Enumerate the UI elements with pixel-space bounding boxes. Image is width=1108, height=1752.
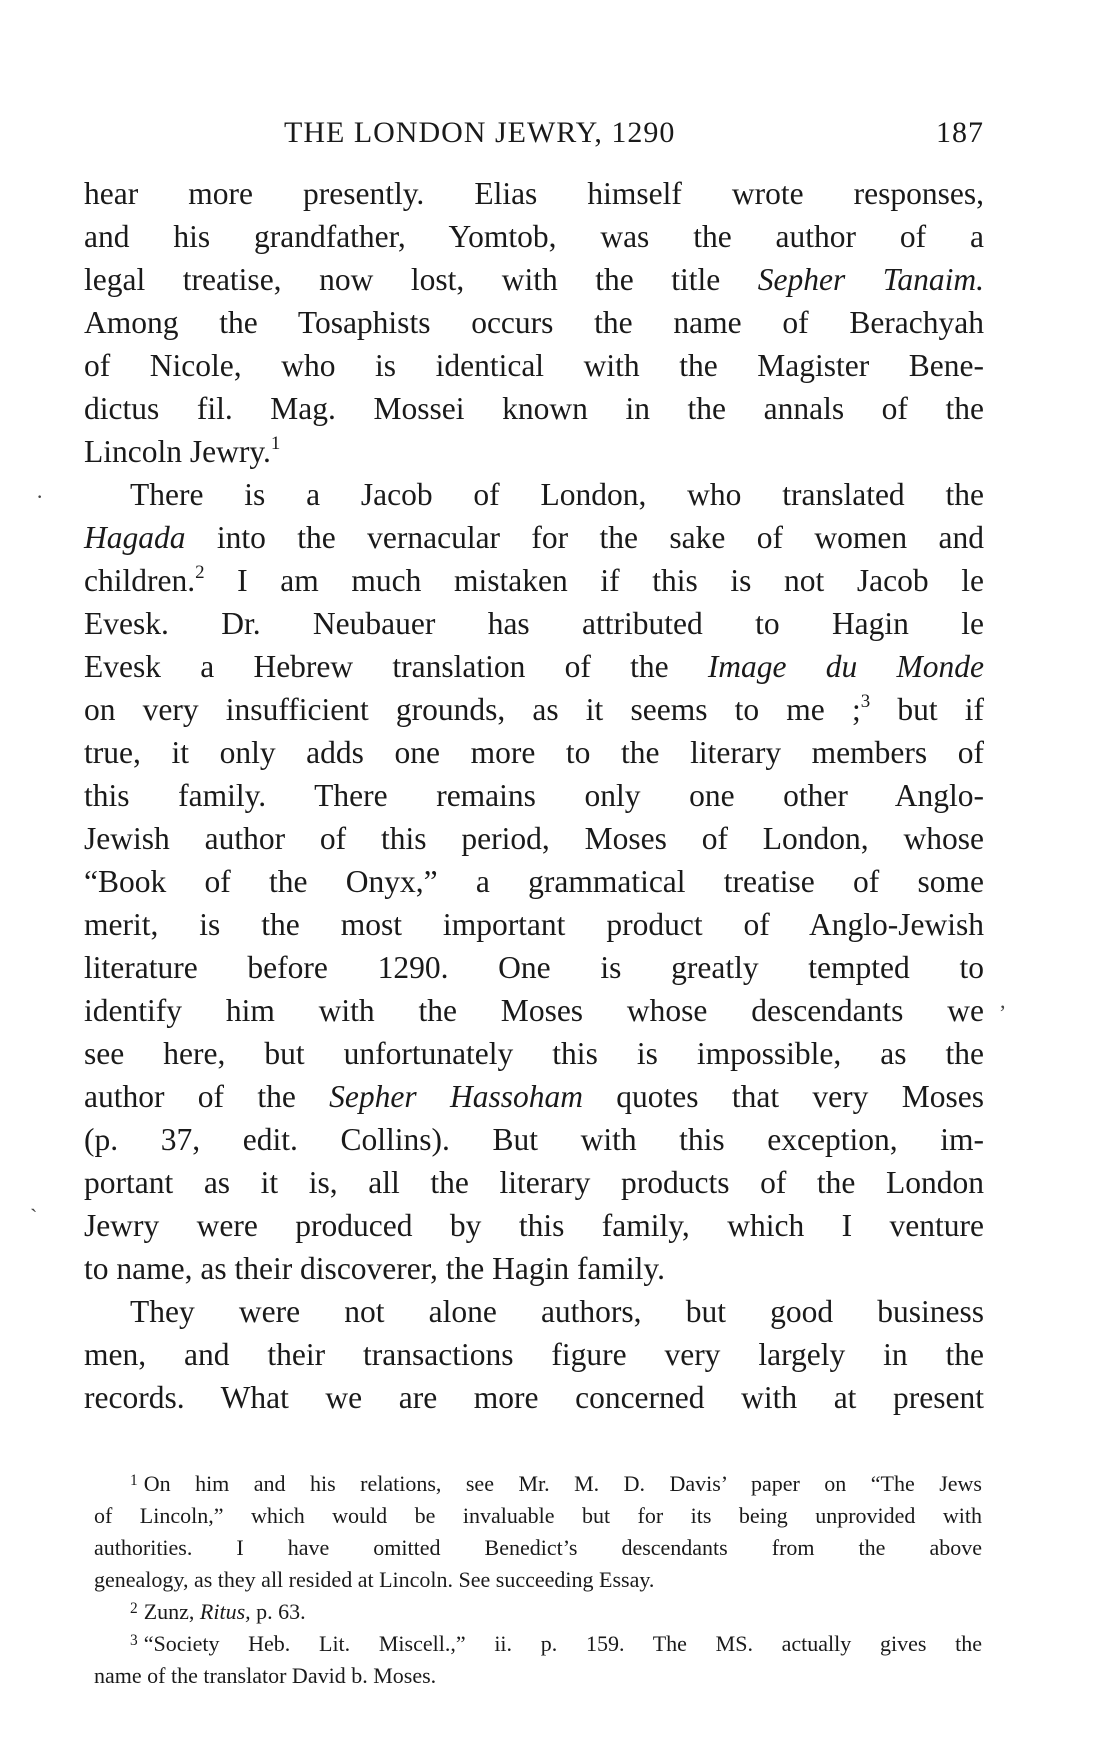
text-line: see here, but unfortunately this is impossible, as the — [84, 1036, 984, 1071]
text-line: on very insufficient grounds, as it seems to me ;$^3$ but if — [84, 690, 984, 727]
italic-title: Hagada — [84, 520, 186, 555]
text-line: merit, is the most important product of Anglo-Jewish — [84, 907, 984, 942]
text-line: children.$^2$ I am much mistaken if this is not Jacob le — [84, 561, 984, 598]
text-line: They were not alone authors, but good business — [130, 1294, 984, 1329]
footnote-line: genealogy, as they all resided at Lincoln. See succeeding Essay. — [94, 1567, 655, 1592]
text-line: true, it only adds one more to the literary members of — [84, 735, 984, 770]
footnote-ref: 2 — [195, 561, 205, 583]
text-line: Hagada into the vernacular for the sake of women and — [84, 520, 984, 555]
text-line: dictus fil. Mag. Mossei known in the annals of the — [84, 391, 984, 426]
margin-mark: · — [36, 484, 44, 509]
italic-title: Sepher Tanaim. — [757, 262, 984, 297]
text-line: men, and their transactions figure very largely in the — [84, 1337, 984, 1372]
footnote-marker: 3 — [130, 1631, 138, 1649]
text-line: hear more presently. Elias himself wrote responses, — [84, 176, 984, 211]
footnotes — [94, 1468, 982, 1692]
footnote-line: $^1$ On him and his relations, see Mr. M. D. Davis’ paper on “The Jews — [130, 1471, 982, 1496]
text-line: this family. There remains only one other Anglo- — [84, 778, 984, 813]
text-line: author of the Sepher Hassoham quotes that very Moses — [84, 1079, 984, 1114]
footnote-line: of Lincoln,” which would be invaluable but for its being unprovided with — [94, 1503, 982, 1528]
footnote-marker: 2 — [130, 1599, 138, 1617]
footnote-line: authorities. I have omitted Benedict’s descendants from the above — [94, 1535, 982, 1560]
text-line: Among the Tosaphists occurs the name of Berachyah — [84, 305, 984, 340]
footnote-line: $^3$ “Society Heb. Lit. Miscell.,” ii. p. 159. The MS. actually gives the — [130, 1631, 982, 1656]
text-line: records. What we are more concerned with at present — [84, 1380, 984, 1415]
text-line: Lincoln Jewry.$^1$ — [84, 432, 281, 469]
text-line: There is a Jacob of London, who translated the — [130, 477, 984, 512]
text-line: Jewry were produced by this family, which I venture — [84, 1208, 984, 1243]
page-number: 187 — [936, 116, 984, 149]
text-line: portant as it is, all the literary products of the London — [84, 1165, 984, 1200]
italic-title: Sepher Hassoham — [329, 1079, 583, 1114]
footnote-ref: 1 — [270, 432, 281, 454]
footnote-line: name of the translator David b. Moses. — [94, 1663, 437, 1688]
text-line: legal treatise, now lost, with the title Sepher Tanaim. — [84, 262, 984, 297]
text-line: and his grandfather, Yomtob, was the author of a — [84, 219, 984, 254]
margin-mark: , — [1000, 988, 1006, 1013]
footnote-line: $^2$ Zunz, Ritus, p. 63. — [130, 1599, 306, 1624]
text-line: Jewish author of this period, Moses of London, whose — [84, 821, 984, 856]
text-line: Evesk a Hebrew translation of the Image du Monde — [84, 649, 984, 684]
text-line: identify him with the Moses whose descendants we — [84, 993, 984, 1028]
text-line: Evesk. Dr. Neubauer has attributed to Hagin le — [84, 606, 984, 641]
body-text — [84, 172, 984, 1419]
text-line: (p. 37, edit. Collins). But with this exception, im- — [84, 1122, 984, 1157]
text-line: “Book of the Onyx,” a grammatical treatise of some — [84, 864, 984, 899]
margin-mark: ˋ — [30, 1204, 38, 1229]
text-line: of Nicole, who is identical with the Magister Bene- — [84, 348, 984, 383]
running-title: THE LONDON JEWRY, 1290 — [284, 116, 676, 149]
footnote-marker: 1 — [130, 1471, 138, 1489]
text-line: to name, as their discoverer, the Hagin family. — [84, 1251, 665, 1286]
text-line: literature before 1290. One is greatly tempted to — [84, 950, 984, 985]
footnote-ref: 3 — [860, 690, 871, 712]
italic-title: Image du Monde — [707, 649, 984, 684]
